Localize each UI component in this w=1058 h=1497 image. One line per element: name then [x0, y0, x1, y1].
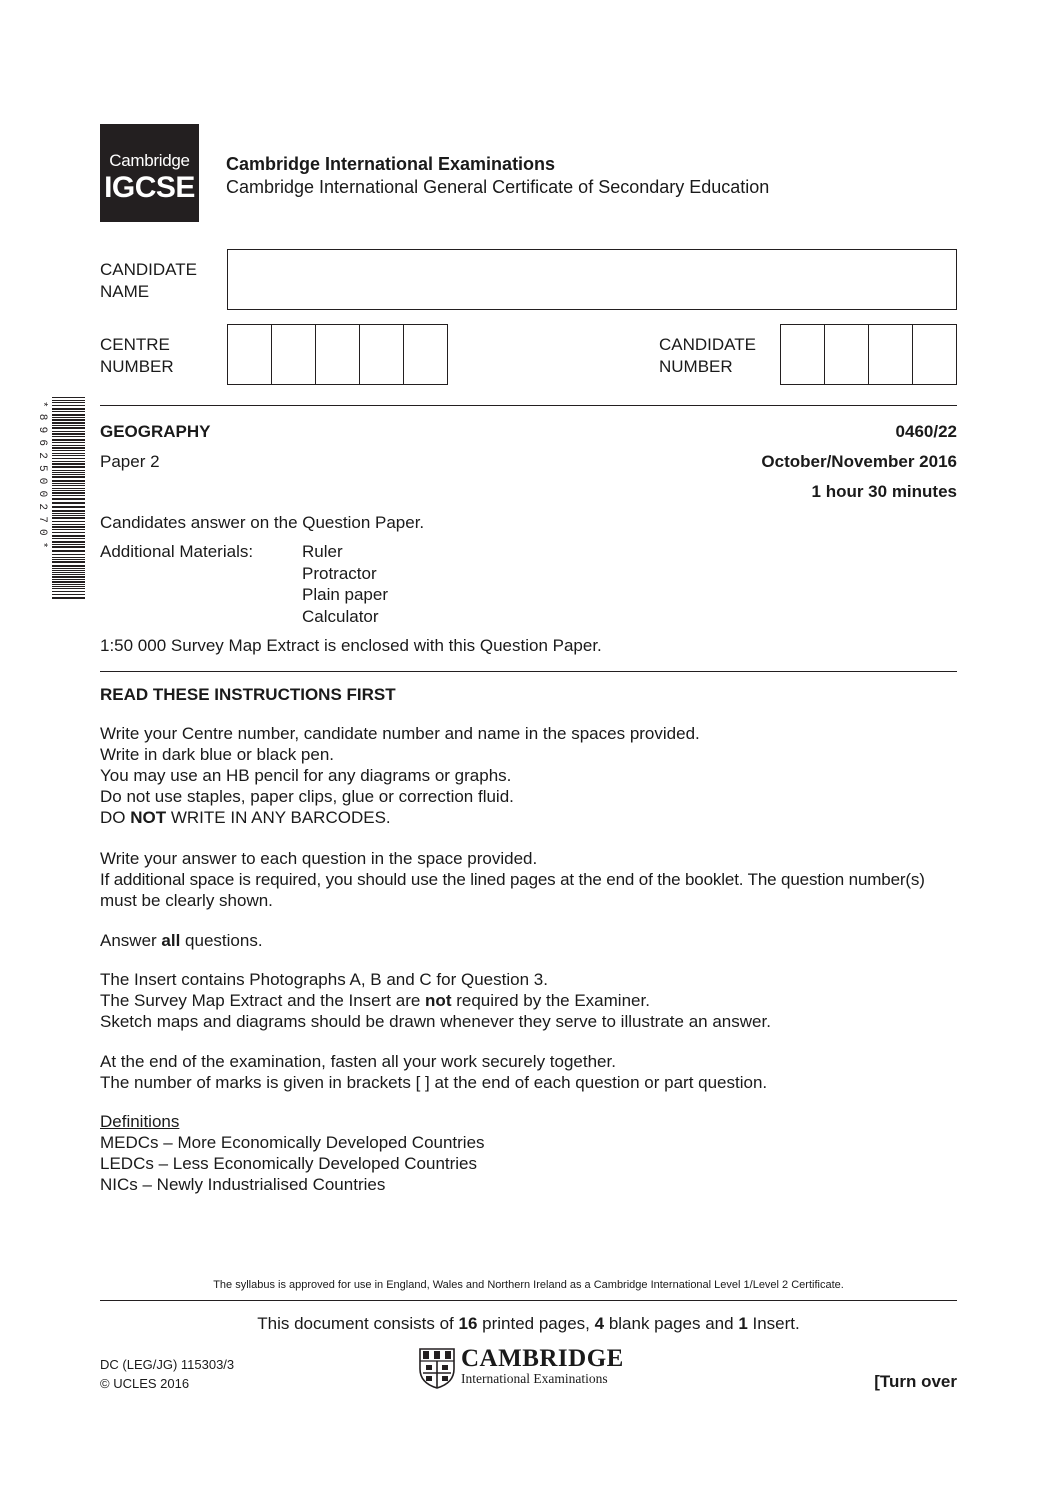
barcode-bar	[52, 455, 85, 456]
barcode-bar	[52, 488, 85, 489]
map-note: 1:50 000 Survey Map Extract is enclosed with this Question Paper.	[100, 636, 602, 655]
barcode-bar	[52, 506, 85, 508]
copyright: © UCLES 2016	[100, 1376, 190, 1391]
barcode-bar	[52, 439, 85, 441]
barcode-bar	[52, 492, 85, 494]
logo-line2: IGCSE	[104, 170, 195, 204]
materials-label: Additional Materials:	[100, 542, 254, 561]
candidate-number-boxes[interactable]	[780, 324, 957, 385]
barcode-bar	[52, 450, 85, 451]
barcode-bar	[52, 515, 85, 516]
answer-all-line: Answer all questions.	[100, 931, 263, 950]
candidate-name-label: CANDIDATE NAME	[100, 260, 197, 301]
barcode-bar	[52, 594, 85, 595]
barcode-bar	[52, 408, 85, 410]
barcode-bar	[52, 576, 85, 578]
divider	[100, 671, 957, 672]
barcode-bar	[52, 498, 85, 500]
end-instructions	[100, 1051, 960, 1093]
instruction-line: Sketch maps and diagrams should be drawn whenever they serve to illustrate an answer.	[100, 1012, 771, 1031]
barcode-bar	[52, 495, 85, 496]
instruction-line: You may use an HB pencil for any diagrams or graphs.	[100, 766, 512, 785]
instruction-line: If additional space is required, you should use the lined pages at the end of the booklet. The question number(s)	[100, 870, 925, 889]
instruction-line: Write your Centre number, candidate number and name in the spaces provided.	[100, 724, 700, 743]
candidate-number-cell[interactable]	[825, 325, 869, 384]
paper-code: 0460/22	[895, 422, 957, 441]
candidate-number-cell[interactable]	[869, 325, 913, 384]
definition-item: MEDCs – More Economically Developed Countries	[100, 1133, 485, 1152]
barcode-bar	[52, 397, 85, 398]
instructions-group-1	[100, 723, 960, 828]
barcode-bar	[52, 591, 85, 592]
barcode-bar	[52, 463, 85, 465]
centre-number-cell[interactable]	[360, 325, 404, 384]
candidate-number-label: CANDIDATE NUMBER	[659, 335, 756, 376]
barcode-bar	[52, 490, 85, 491]
turn-over: [Turn over	[874, 1372, 957, 1391]
barcode-bar	[52, 513, 85, 514]
definition-item: NICs – Newly Industrialised Countries	[100, 1175, 386, 1194]
subject: GEOGRAPHY	[100, 422, 211, 441]
barcode-bar	[52, 400, 85, 401]
barcode-bar	[52, 485, 85, 486]
candidate-name-box[interactable]	[227, 249, 957, 310]
centre-number-cell[interactable]	[404, 325, 447, 384]
barcode-bar	[52, 550, 85, 552]
barcode-bar	[52, 579, 85, 580]
barcode-bar	[52, 466, 85, 468]
barcode-bar	[52, 447, 85, 449]
candidate-number-cell[interactable]	[781, 325, 825, 384]
instruction-line: DO NOT WRITE IN ANY BARCODES.	[100, 808, 391, 827]
centre-number-cell[interactable]	[316, 325, 360, 384]
barcode-bar	[52, 570, 85, 571]
insert-instructions	[100, 969, 960, 1032]
barcode-bar	[52, 483, 85, 484]
instruction-line: At the end of the examination, fasten all your work securely together.	[100, 1052, 616, 1071]
barcode-bar	[52, 532, 85, 533]
exam-session: October/November 2016	[761, 452, 957, 471]
instruction-line: The Survey Map Extract and the Insert are not required by the Examiner.	[100, 991, 650, 1010]
barcode-bar	[52, 535, 85, 537]
centre-number-boxes[interactable]	[227, 324, 448, 385]
barcode-bar	[52, 436, 85, 437]
barcode-bar	[52, 561, 85, 563]
barcode-bar	[52, 584, 85, 585]
barcode-bar	[52, 422, 85, 424]
logo-line1: Cambridge	[109, 150, 190, 170]
barcode-bar	[52, 458, 85, 459]
centre-number-cell[interactable]	[272, 325, 316, 384]
barcode-bar	[52, 568, 85, 569]
instructions-group-2	[100, 848, 970, 911]
barcode-bar	[52, 431, 85, 432]
definitions-title: Definitions	[100, 1112, 180, 1131]
instructions-title: READ THESE INSTRUCTIONS FIRST	[100, 685, 396, 704]
answer-note: Candidates answer on the Question Paper.	[100, 513, 425, 532]
barcode-bar	[52, 541, 85, 543]
barcode-text: *8962500270*	[36, 401, 48, 555]
barcode-bar	[52, 470, 85, 471]
barcode-bar	[52, 588, 85, 589]
material-item: Plain paper	[302, 585, 389, 604]
barcode-bar	[52, 402, 85, 403]
divider	[100, 405, 957, 406]
barcode-bar	[52, 502, 85, 504]
barcode-bar	[52, 597, 85, 599]
barcode-bar	[52, 472, 85, 473]
divider	[100, 1300, 957, 1301]
barcode-bar	[52, 461, 85, 462]
barcode-bar	[52, 529, 85, 530]
barcode-bar	[52, 544, 85, 545]
instruction-line: Do not use staples, paper clips, glue or correction fluid.	[100, 787, 514, 806]
barcode-bar	[52, 526, 85, 528]
barcode-bar	[52, 565, 85, 567]
barcode-bar	[52, 538, 85, 539]
barcode-bar	[52, 554, 85, 555]
document-reference	[100, 1355, 234, 1393]
barcode-bar	[52, 510, 85, 512]
exam-board: Cambridge International Examinations	[226, 154, 556, 174]
barcode-bar	[52, 559, 85, 560]
instruction-line: must be clearly shown.	[100, 891, 273, 910]
centre-number-label: CENTRE NUMBER	[100, 335, 174, 376]
barcode-bar	[52, 586, 85, 587]
material-item: Ruler	[302, 542, 343, 561]
material-item: Calculator	[302, 606, 379, 626]
cambridge-wordmark-sub: International Examinations	[461, 1371, 608, 1386]
barcode-bar	[52, 445, 85, 446]
candidate-number-cell[interactable]	[913, 325, 956, 384]
barcode-bar	[52, 417, 85, 418]
page-count-note: This document consists of 16 printed pages, 4 blank pages and 1 Insert.	[257, 1314, 800, 1333]
barcode-bar	[52, 521, 85, 522]
barcode-bar	[52, 557, 85, 558]
barcode-bar	[52, 480, 85, 482]
instruction-line: The Insert contains Photographs A, B and C for Question 3.	[100, 970, 548, 989]
material-item: Protractor	[302, 563, 377, 583]
reference-code: DC (LEG/JG) 115303/3	[100, 1357, 235, 1372]
barcode-bar	[52, 453, 85, 454]
barcode-bar	[52, 572, 85, 573]
centre-number-cell[interactable]	[228, 325, 272, 384]
definition-item: LEDCs – Less Economically Developed Countries	[100, 1154, 478, 1173]
barcode-bar	[52, 442, 85, 443]
barcode-bar	[52, 524, 85, 525]
barcode-bar	[52, 517, 85, 519]
duration: 1 hour 30 minutes	[811, 482, 957, 501]
igcse-logo	[100, 124, 199, 222]
instruction-line: The number of marks is given in brackets [ ] at the end of each question or part question.	[100, 1073, 768, 1092]
syllabus-note: The syllabus is approved for use in England, Wales and Northern Ireland as a Cambridge International Level 1/Level 2 Certificate.	[213, 1279, 844, 1291]
barcode-bar	[52, 411, 85, 412]
definitions	[100, 1111, 485, 1195]
barcode-bar	[52, 405, 85, 406]
barcode	[38, 397, 86, 601]
barcode-bar	[52, 574, 85, 575]
barcode-bar	[52, 433, 85, 435]
barcode-bar	[52, 581, 85, 583]
barcode-bar	[52, 546, 85, 548]
barcode-bar	[52, 419, 85, 421]
barcode-bar	[52, 476, 85, 478]
paper-number: Paper 2	[100, 452, 160, 471]
cambridge-wordmark: CAMBRIDGE	[461, 1345, 624, 1372]
barcode-bar	[52, 425, 85, 426]
barcode-bar	[52, 474, 85, 475]
materials-list	[302, 541, 388, 627]
barcode-bar	[52, 414, 85, 416]
qualification: Cambridge International General Certificate of Secondary Education	[226, 177, 770, 197]
cambridge-crest-icon	[418, 1347, 456, 1389]
instruction-line: Write your answer to each question in the space provided.	[100, 849, 538, 868]
barcode-bar	[52, 427, 85, 429]
instruction-line: Write in dark blue or black pen.	[100, 745, 335, 764]
